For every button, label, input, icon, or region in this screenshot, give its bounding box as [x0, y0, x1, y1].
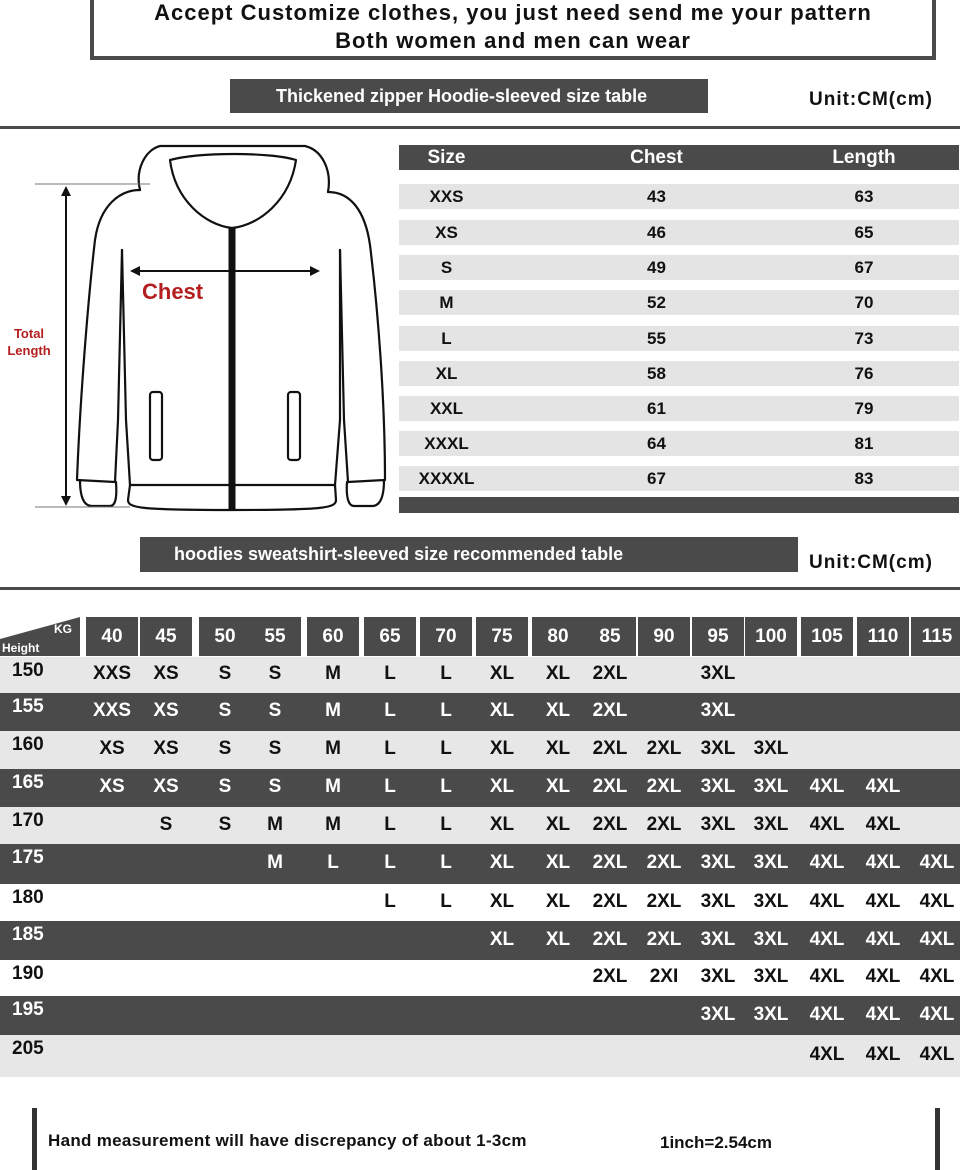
size-recommendation-cell: L [440, 891, 452, 912]
size-recommendation-cell: 4XL [809, 852, 845, 873]
size-recommendation-cell: L [384, 852, 396, 873]
size-recommendation-cell: XS [99, 738, 125, 759]
size-recommendation-cell: 2XL [646, 738, 682, 759]
size-cell: S [440, 258, 453, 277]
height-cell: 150 [12, 660, 44, 681]
chest-label: Chest [142, 279, 204, 304]
size-header-chest: Chest [630, 147, 683, 168]
size-recommendation-cell: S [268, 700, 282, 721]
size-recommendation-cell: 2XL [592, 852, 628, 873]
corner-kg-label: KG [54, 622, 72, 636]
chest-cell: 46 [647, 223, 666, 242]
recommend-table-row [0, 960, 960, 996]
size-recommendation-cell: 3XL [700, 966, 736, 987]
right-sleeve [328, 192, 385, 482]
chest-cell: 61 [647, 399, 666, 418]
size-recommendation-cell: XL [545, 852, 571, 873]
length-cell: 70 [854, 293, 874, 312]
size-cell: L [441, 329, 452, 348]
size-recommendation-cell: 3XL [753, 852, 789, 873]
size-recommendation-cell: S [218, 663, 232, 684]
size-recommendation-cell: 4XL [809, 929, 845, 950]
size-recommendation-cell: 2XL [646, 891, 682, 912]
divider-top [0, 126, 960, 129]
size-recommendation-cell: 3XL [753, 738, 789, 759]
size-recommendation-cell: 2XL [592, 814, 628, 835]
size-recommendation-cell: XS [153, 700, 179, 721]
size-recommendation-cell: L [384, 891, 396, 912]
height-cell: 170 [12, 810, 44, 831]
kg-header-cell: 40 [86, 617, 138, 656]
height-cell: 190 [12, 963, 44, 984]
size-recommendation-cell: M [325, 663, 341, 684]
size-recommendation-cell: M [267, 852, 283, 873]
size-table-row [399, 396, 959, 421]
size-recommendation-cell: S [218, 776, 232, 797]
size-recommendation-cell: 3XL [753, 814, 789, 835]
size-recommendation-cell: 4XL [919, 1004, 955, 1025]
size-recommendation-cell: XS [153, 738, 179, 759]
size-recommendation-cell: 3XL [753, 1004, 789, 1025]
recommend-table-row [0, 921, 960, 960]
size-recommendation-cell: XL [545, 891, 571, 912]
size-table-title: Thickened zipper Hoodie-sleeved size table [230, 79, 708, 113]
size-recommendation-cell: XL [489, 700, 515, 721]
size-cell: XXXXL [418, 469, 475, 488]
size-recommendation-cell: L [440, 700, 452, 721]
recommend-table-row [0, 884, 960, 921]
kg-header-cell: 85 [584, 617, 636, 656]
size-recommendation-cell: 3XL [700, 776, 736, 797]
size-recommendation-cell: L [440, 738, 452, 759]
footer-conversion: 1inch=2.54cm [660, 1133, 772, 1152]
size-recommendation-cell: XL [489, 814, 515, 835]
size-cell: M [439, 293, 454, 312]
left-sleeve [77, 190, 140, 482]
size-recommendation-cell: 4XL [809, 1044, 845, 1065]
size-recommendation-cell: 4XL [919, 1044, 955, 1065]
height-cell: 175 [12, 847, 44, 868]
size-recommendation-cell: 3XL [700, 891, 736, 912]
size-recommendation-cell: 4XL [919, 966, 955, 987]
kg-header-cell: 110 [857, 617, 909, 656]
recommend-table-row [0, 769, 960, 807]
size-recommendation-cell: XS [153, 663, 179, 684]
size-recommendation-cell: XL [545, 663, 571, 684]
size-recommendation-cell: 3XL [753, 929, 789, 950]
chest-cell: 43 [647, 187, 666, 206]
length-cell: 63 [854, 187, 874, 206]
size-recommendation-cell: 4XL [919, 929, 955, 950]
size-recommendation-cell: 4XL [919, 891, 955, 912]
size-recommendation-cell: 4XL [865, 776, 901, 797]
size-header-length: Length [832, 147, 896, 168]
length-cell: 76 [854, 364, 874, 383]
size-recommendation-cell: XL [545, 700, 571, 721]
size-recommendation-cell: 3XL [700, 852, 736, 873]
size-recommendation-cell: L [384, 700, 396, 721]
divider-middle [0, 587, 960, 590]
size-recommendation-cell: M [325, 700, 341, 721]
kg-header-cell: 45 [140, 617, 192, 656]
size-recommendation-cell: 4XL [809, 1004, 845, 1025]
right-pocket [288, 392, 300, 460]
size-table-row [399, 184, 959, 209]
size-recommendation-cell: 2XL [592, 966, 628, 987]
size-recommendation-cell: 4XL [809, 776, 845, 797]
size-recommendation-cell: 3XL [753, 891, 789, 912]
size-recommendation-cell: 4XL [865, 852, 901, 873]
length-cell: 73 [854, 329, 874, 348]
hood-outline [139, 146, 329, 192]
size-recommendation-cell: L [384, 814, 396, 835]
length-cell: 67 [854, 258, 874, 277]
kg-header-cell: 50 [199, 617, 251, 656]
size-recommendation-cell: XS [99, 776, 125, 797]
size-recommendation-cell: XL [489, 852, 515, 873]
kg-header-cell: 60 [307, 617, 359, 656]
size-recommendation-cell: XL [489, 663, 515, 684]
recommend-table-row [0, 807, 960, 844]
size-table-footer-bar [399, 497, 959, 513]
size-recommendation-cell: S [218, 814, 232, 835]
grid-corner [0, 617, 80, 656]
size-recommendation-cell: L [440, 852, 452, 873]
size-recommendation-cell: 2XI [649, 966, 679, 987]
size-recommendation-cell: L [440, 814, 452, 835]
size-recommendation-cell: 2XL [646, 776, 682, 797]
chest-cell: 58 [647, 364, 666, 383]
size-cell: XXL [429, 399, 464, 418]
height-cell: 205 [12, 1038, 44, 1059]
size-recommendation-cell: 2XL [646, 814, 682, 835]
size-recommendation-cell: XS [153, 776, 179, 797]
size-recommendation-cell: 2XL [592, 700, 628, 721]
size-recommendation-cell: 2XL [592, 663, 628, 684]
size-recommendation-cell: S [159, 814, 173, 835]
size-table-row [399, 361, 959, 386]
kg-header-cell: 75 [476, 617, 528, 656]
size-recommendation-cell: S [268, 738, 282, 759]
footer-note: Hand measurement will have discrepancy of about 1-3cm [48, 1131, 527, 1150]
size-recommendation-cell: L [384, 738, 396, 759]
size-recommendation-cell: 4XL [865, 929, 901, 950]
size-table-row [399, 431, 959, 456]
size-recommendation-cell: XL [545, 738, 571, 759]
recommend-table-row [0, 731, 960, 769]
size-recommendation-cell: 4XL [809, 966, 845, 987]
size-recommendation-cell: L [384, 663, 396, 684]
size-recommendation-cell: 2XL [592, 776, 628, 797]
total-length-label-2: Length [7, 343, 51, 358]
size-table-row [399, 255, 959, 280]
height-cell: 165 [12, 772, 44, 793]
length-cell: 81 [854, 434, 874, 453]
kg-header-cell: 70 [420, 617, 472, 656]
size-recommendation-cell: L [440, 776, 452, 797]
size-recommendation-cell: XL [545, 929, 571, 950]
size-recommendation-cell: S [268, 663, 282, 684]
kg-header-cell: 90 [638, 617, 690, 656]
recommend-table-unit: Unit:CM(cm) [809, 552, 933, 573]
size-recommendation-cell: M [325, 776, 341, 797]
size-recommendation-cell: S [268, 776, 282, 797]
size-table-header [399, 145, 959, 170]
size-recommendation-cell: L [440, 663, 452, 684]
size-recommendation-cell: 2XL [646, 852, 682, 873]
recommend-table-row [0, 844, 960, 884]
size-cell: XXS [429, 187, 464, 206]
size-recommendation-cell: L [384, 776, 396, 797]
size-recommendation-cell: S [218, 738, 232, 759]
chest-cell: 64 [647, 434, 666, 453]
size-recommendation-cell: 4XL [865, 1004, 901, 1025]
size-recommendation-cell: XL [489, 891, 515, 912]
size-table-row [399, 220, 959, 245]
size-recommendation-cell: M [325, 814, 341, 835]
size-recommendation-cell: XXS [92, 700, 132, 721]
kg-header-cell: 105 [801, 617, 853, 656]
recommend-table-row [0, 657, 960, 693]
size-recommendation-cell: 2XL [592, 738, 628, 759]
size-recommendation-cell: XL [489, 776, 515, 797]
size-recommendation-cell: 3XL [700, 814, 736, 835]
hood-inner [170, 154, 296, 228]
kg-header-cell: 100 [745, 617, 797, 656]
right-cuff [347, 480, 384, 506]
total-length-label-1: Total [13, 326, 45, 341]
size-cell: XS [435, 223, 458, 242]
left-cuff [80, 480, 116, 506]
size-recommendation-cell: 4XL [865, 814, 901, 835]
size-table-row [399, 466, 959, 491]
corner-height-label: Height [2, 641, 40, 655]
size-recommendation-cell: 4XL [865, 966, 901, 987]
size-recommendation-cell: S [218, 700, 232, 721]
size-recommendation-cell: XXS [92, 663, 132, 684]
size-recommendation-cell: 4XL [809, 891, 845, 912]
length-cell: 65 [854, 223, 874, 242]
kg-header-cell: 115 [911, 617, 960, 656]
size-recommendation-cell: 2XL [592, 929, 628, 950]
length-cell: 79 [854, 399, 874, 418]
recommend-table-row [0, 1035, 960, 1077]
size-recommendation-cell: 3XL [700, 738, 736, 759]
size-recommendation-cell: 2XL [646, 929, 682, 950]
kg-header-cell: 55 [249, 617, 301, 656]
recommend-table-row [0, 996, 960, 1035]
chest-cell: 52 [647, 293, 666, 312]
size-recommendation-cell: 3XL [753, 966, 789, 987]
recommend-table-row [0, 693, 960, 731]
chest-cell: 67 [647, 469, 666, 488]
size-header-size: Size [427, 147, 466, 168]
size-recommendation-cell: M [325, 738, 341, 759]
size-recommendation-cell: XL [489, 738, 515, 759]
size-recommendation-cell: L [327, 852, 339, 873]
height-cell: 155 [12, 696, 44, 717]
size-recommendation-cell: XL [489, 929, 515, 950]
size-recommendation-cell: XL [545, 814, 571, 835]
size-recommendation-cell: 2XL [592, 891, 628, 912]
left-pocket [150, 392, 162, 460]
size-cell: XL [435, 364, 458, 383]
size-table-row [399, 290, 959, 315]
size-cell: XXXL [424, 434, 469, 453]
height-cell: 185 [12, 924, 44, 945]
size-recommendation-cell: 4XL [809, 814, 845, 835]
kg-header-cell: 95 [692, 617, 744, 656]
size-recommendation-cell: 4XL [865, 1044, 901, 1065]
height-cell: 160 [12, 734, 44, 755]
size-recommendation-cell: 3XL [700, 1004, 736, 1025]
size-recommendation-cell: 4XL [865, 891, 901, 912]
height-cell: 180 [12, 887, 44, 908]
size-recommendation-cell: 3XL [700, 929, 736, 950]
size-recommendation-cell: XL [545, 776, 571, 797]
size-table-row [399, 326, 959, 351]
recommend-table-title: hoodies sweatshirt-sleeved size recommended table [140, 537, 798, 572]
size-recommendation-cell: 3XL [700, 663, 736, 684]
header-line-2: Both women and men can wear [335, 28, 691, 53]
kg-header-cell: 80 [532, 617, 584, 656]
size-recommendation-cell: M [267, 814, 283, 835]
header-line-1: Accept Customize clothes, you just need send me your pattern [154, 0, 872, 25]
size-table-unit: Unit:CM(cm) [809, 89, 933, 110]
size-recommendation-cell: 3XL [753, 776, 789, 797]
height-cell: 195 [12, 999, 44, 1020]
kg-header-cell: 65 [364, 617, 416, 656]
size-recommendation-cell: 3XL [700, 700, 736, 721]
chest-cell: 55 [647, 329, 666, 348]
size-recommendation-cell: 4XL [919, 852, 955, 873]
chest-cell: 49 [647, 258, 666, 277]
hoodie-diagram [0, 135, 395, 520]
length-cell: 83 [854, 469, 874, 488]
